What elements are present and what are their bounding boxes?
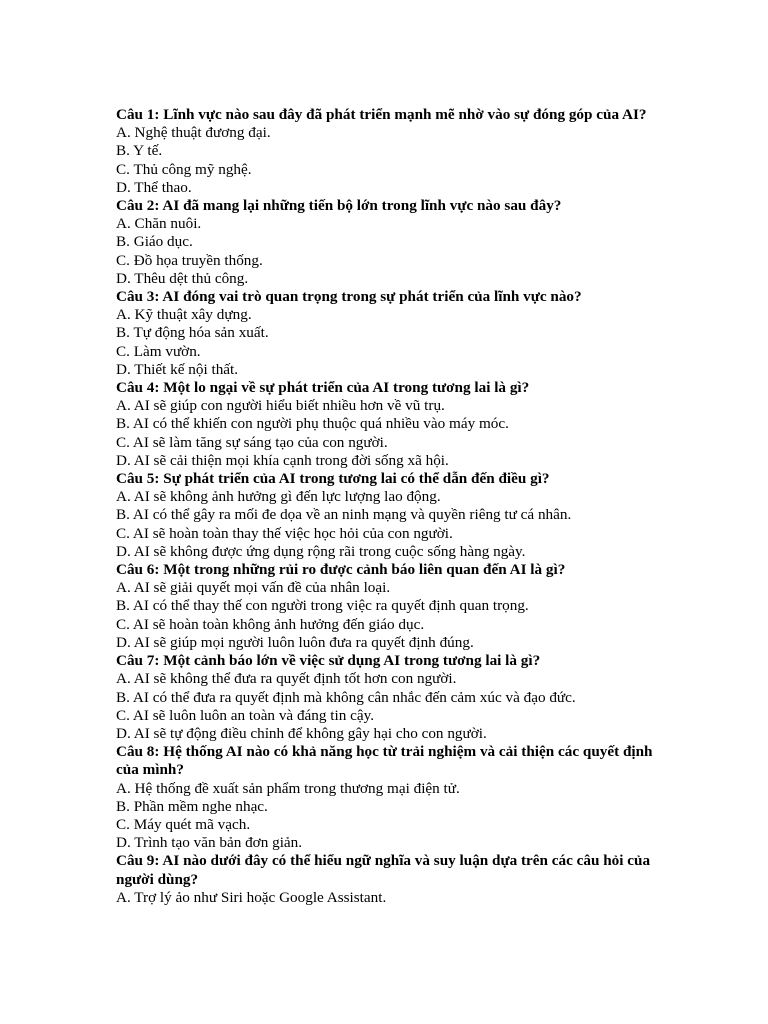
answer-option: A. Chăn nuôi. xyxy=(116,215,202,233)
question-3 xyxy=(116,288,676,379)
question-9 xyxy=(116,852,676,907)
question-title: Câu 6: Một trong những rủi ro được cảnh báo liên quan đến AI là gì? xyxy=(116,561,566,579)
question-7 xyxy=(116,652,676,743)
answer-option: A. Kỹ thuật xây dựng. xyxy=(116,306,252,324)
answer-option: C. Đồ họa truyền thống. xyxy=(116,251,263,269)
answer-option: B. AI có thể gây ra mối đe dọa về an ninh mạng và quyền riêng tư cá nhân. xyxy=(116,506,572,524)
answer-option: B. Phần mềm nghe nhạc. xyxy=(116,797,268,815)
answer-option: B. Tự động hóa sản xuất. xyxy=(116,324,269,342)
answer-option: D. AI sẽ không được ứng dụng rộng rãi trong cuộc sống hàng ngày. xyxy=(116,542,526,560)
question-title: Câu 9: AI nào dưới đây có thể hiểu ngữ nghĩa và suy luận dựa trên các câu hỏi của người dùng? xyxy=(116,852,651,888)
answer-option: B. AI có thể thay thế con người trong việc ra quyết định quan trọng. xyxy=(116,597,529,615)
answer-option: D. Thiết kế nội thất. xyxy=(116,360,239,378)
answer-option: C. AI sẽ hoàn toàn không ảnh hưởng đến giáo dục. xyxy=(116,615,425,633)
answer-option: A. AI sẽ không thể đưa ra quyết định tốt hơn con người. xyxy=(116,670,457,688)
question-6 xyxy=(116,561,676,652)
answer-option: C. AI sẽ hoàn toàn thay thế việc học hỏi của con người. xyxy=(116,524,453,542)
answer-option: D. AI sẽ giúp mọi người luôn luôn đưa ra quyết định đúng. xyxy=(116,633,474,651)
answer-option: A. AI sẽ giúp con người hiểu biết nhiều hơn về vũ trụ. xyxy=(116,397,445,415)
question-1 xyxy=(116,106,676,197)
answer-option: B. Y tế. xyxy=(116,142,163,160)
question-title: Câu 2: AI đã mang lại những tiến bộ lớn trong lĩnh vực nào sau đây? xyxy=(116,197,562,215)
answer-option: B. AI có thể đưa ra quyết định mà không cân nhắc đến cảm xúc và đạo đức. xyxy=(116,688,576,706)
answer-option: C. AI sẽ làm tăng sự sáng tạo của con người. xyxy=(116,433,388,451)
question-4 xyxy=(116,379,676,470)
question-title: Câu 7: Một cảnh báo lớn về việc sử dụng AI trong tương lai là gì? xyxy=(116,652,541,670)
answer-option: C. Thủ công mỹ nghệ. xyxy=(116,160,252,178)
answer-option: C. Máy quét mã vạch. xyxy=(116,815,251,833)
question-5 xyxy=(116,470,676,561)
answer-option: C. AI sẽ luôn luôn an toàn và đáng tin cậy. xyxy=(116,706,374,724)
question-title: Câu 1: Lĩnh vực nào sau đây đã phát triển mạnh mẽ nhờ vào sự đóng góp của AI? xyxy=(116,106,647,123)
question-title: Câu 3: AI đóng vai trò quan trọng trong sự phát triển của lĩnh vực nào? xyxy=(116,288,582,306)
question-title: Câu 8: Hệ thống AI nào có khả năng học từ trải nghiệm và cải thiện các quyết định của mình? xyxy=(116,743,653,779)
answer-option: D. AI sẽ cải thiện mọi khía cạnh trong đời sống xã hội. xyxy=(116,451,449,469)
answer-option: D. Thêu dệt thủ công. xyxy=(116,269,249,287)
answer-option: A. Trợ lý ảo như Siri hoặc Google Assistant. xyxy=(116,888,387,906)
question-2 xyxy=(116,197,676,288)
answer-option: A. AI sẽ không ảnh hưởng gì đến lực lượng lao động. xyxy=(116,488,441,506)
answer-option: B. Giáo dục. xyxy=(116,233,193,251)
question-8 xyxy=(116,743,676,852)
answer-option: A. AI sẽ giải quyết mọi vấn đề của nhân loại. xyxy=(116,579,391,597)
answer-option: A. Nghệ thuật đương đại. xyxy=(116,124,271,142)
answer-option: B. AI có thể khiến con người phụ thuộc quá nhiều vào máy móc. xyxy=(116,415,509,433)
question-title: Câu 5: Sự phát triển của AI trong tương lai có thể dẫn đến điều gì? xyxy=(116,470,550,488)
answer-option: D. Trình tạo văn bản đơn giản. xyxy=(116,834,303,852)
answer-option: D. AI sẽ tự động điều chỉnh để không gây hại cho con người. xyxy=(116,724,487,742)
answer-option: D. Thể thao. xyxy=(116,178,192,196)
answer-option: A. Hệ thống đề xuất sản phẩm trong thương mại điện tử. xyxy=(116,779,460,797)
question-list xyxy=(116,106,676,907)
question-title: Câu 4: Một lo ngại về sự phát triển của AI trong tương lai là gì? xyxy=(116,379,530,397)
answer-option: C. Làm vườn. xyxy=(116,342,201,360)
